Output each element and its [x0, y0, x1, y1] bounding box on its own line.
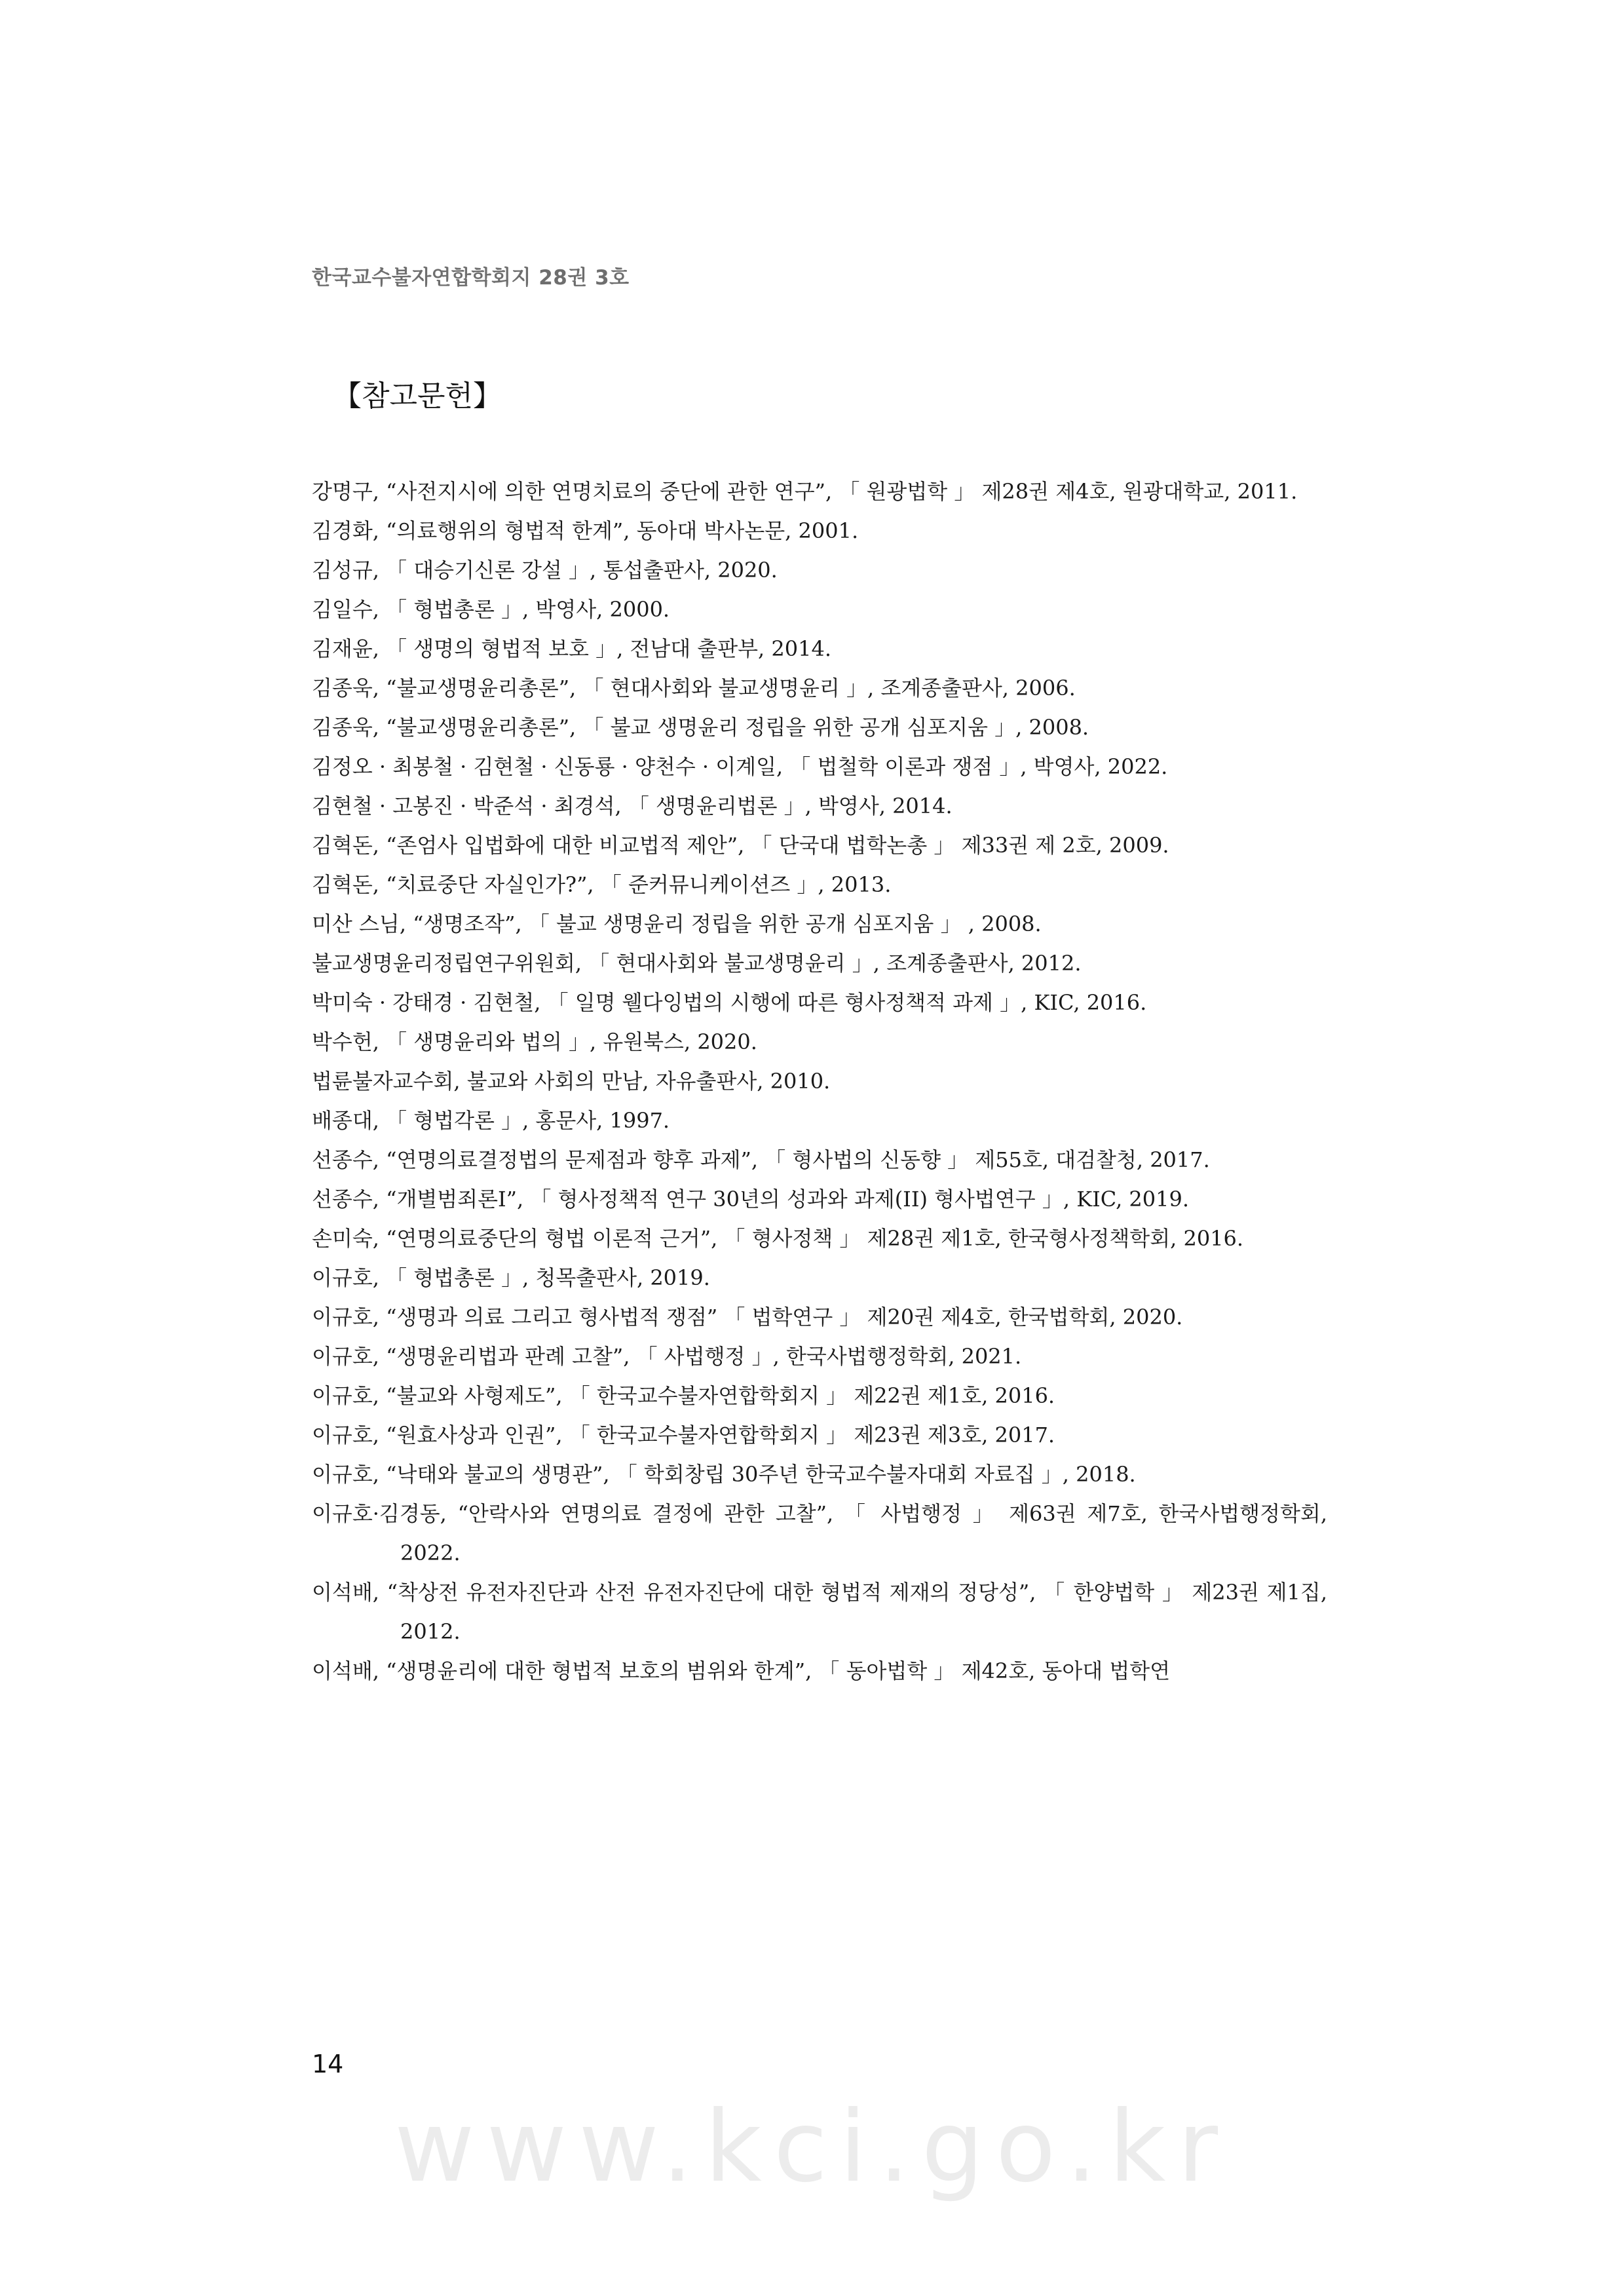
reference-entry: 선종수, “연명의료결정법의 문제점과 향후 과제”, 「 형사법의 신동향 」 제55호, 대검찰청, 2017. [312, 1147, 1210, 1172]
reference-entry: 김혁돈, “존엄사 입법화에 대한 비교법적 제안”, 「 단국대 법학논총 」 제33권 제 2호, 2009. [312, 833, 1169, 858]
reference-entry: 불교생명윤리정립연구위원회, 「 현대사회와 불교생명윤리 」, 조계종출판사, 2012. [312, 951, 1082, 976]
reference-entry: 김정오 · 최봉철 · 김현철 · 신동룡 · 양천수 · 이계일, 「 법철학 이론과 쟁점 」, 박영사, 2022. [312, 754, 1168, 779]
reference-entry: 김혁돈, “치료중단 자실인가?”, 「 준커뮤니케이션즈 」, 2013. [312, 872, 892, 897]
reference-list [312, 472, 1327, 1691]
reference-entry: 김재윤, 「 생명의 형법적 보호 」, 전남대 출판부, 2014. [312, 636, 832, 661]
page-number: 14 [312, 2050, 344, 2078]
section-title: 【참고문헌】 [333, 379, 502, 413]
reference-entry: 이규호, “낙태와 불교의 생명관”, 「 학회창립 30주년 한국교수불자대회 자료집 」, 2018. [312, 1462, 1136, 1487]
reference-entry: 이규호·김경동, “안락사와 연명의료 결정에 관한 고찰”, 「 사법행정 」 제63권 제7호, 한국사법행정학회, 2022. [312, 1501, 1327, 1565]
reference-entry: 김종욱, “불교생명윤리총론”, 「 현대사회와 불교생명윤리 」, 조계종출판사, 2006. [312, 676, 1076, 700]
reference-entry: 이규호, “원효사상과 인권”, 「 한국교수불자연합학회지 」 제23권 제3호, 2017. [312, 1423, 1055, 1447]
reference-entry: 손미숙, “연명의료중단의 형법 이론적 근거”, 「 형사정책 」 제28권 제1호, 한국형사정책학회, 2016. [312, 1226, 1244, 1251]
reference-entry: 배종대, 「 형법각론 」, 홍문사, 1997. [312, 1108, 670, 1133]
watermark: www.kci.go.kr [394, 2090, 1230, 2204]
reference-entry: 강명구, “사전지시에 의한 연명치료의 중단에 관한 연구”, 「 원광법학 」 제28권 제4호, 원광대학교, 2011. [312, 479, 1298, 504]
reference-entry: 미산 스님, “생명조작”, 「 불교 생명윤리 정립을 위한 공개 심포지움 」 , 2008. [312, 911, 1042, 936]
reference-entry: 이규호, “생명과 의료 그리고 형사법적 쟁점” 「 법학연구 」 제20권 제4호, 한국법학회, 2020. [312, 1305, 1183, 1330]
reference-entry: 법륜불자교수회, 불교와 사회의 만남, 자유출판사, 2010. [312, 1069, 831, 1094]
reference-entry: 이석배, “착상전 유전자진단과 산전 유전자진단에 대한 형법적 제재의 정당성”, 「 한양법학 」 제23권 제1집, 2012. [312, 1580, 1327, 1644]
reference-entry: 김성규, 「 대승기신론 강설 」, 통섭출판사, 2020. [312, 558, 778, 583]
reference-entry: 이규호, “불교와 사형제도”, 「 한국교수불자연합학회지 」 제22권 제1호, 2016. [312, 1383, 1055, 1408]
reference-entry: 김경화, “의료행위의 형법적 한계”, 동아대 박사논문, 2001. [312, 518, 859, 543]
reference-entry: 이석배, “생명윤리에 대한 형법적 보호의 범위와 한계”, 「 동아법학 」 제42호, 동아대 법학연 [312, 1658, 1171, 1683]
reference-entry: 이규호, “생명윤리법과 판례 고찰”, 「 사법행정 」, 한국사법행정학회, 2021. [312, 1344, 1022, 1369]
reference-entry: 이규호, 「 형법총론 」, 청목출판사, 2019. [312, 1265, 710, 1290]
reference-entry: 선종수, “개별범죄론Ⅰ”, 「 형사정책적 연구 30년의 성과와 과제(II) 형사법연구 」, KIC, 2019. [312, 1187, 1190, 1212]
reference-entry: 박미숙 · 강태경 · 김현철, 「 일명 웰다잉법의 시행에 따른 형사정책적 과제 」, KIC, 2016. [312, 990, 1147, 1015]
reference-entry: 김종욱, “불교생명윤리총론”, 「 불교 생명윤리 정립을 위한 공개 심포지움 」, 2008. [312, 715, 1089, 740]
reference-entry: 김일수, 「 형법총론 」, 박영사, 2000. [312, 597, 670, 622]
reference-entry: 김현철 · 고봉진 · 박준석 · 최경석, 「 생명윤리법론 」, 박영사, 2014. [312, 794, 953, 818]
reference-entry: 박수헌, 「 생명윤리와 법의 」, 유원북스, 2020. [312, 1029, 757, 1054]
running-header: 한국교수불자연합학회지 28권 3호 [312, 266, 630, 290]
